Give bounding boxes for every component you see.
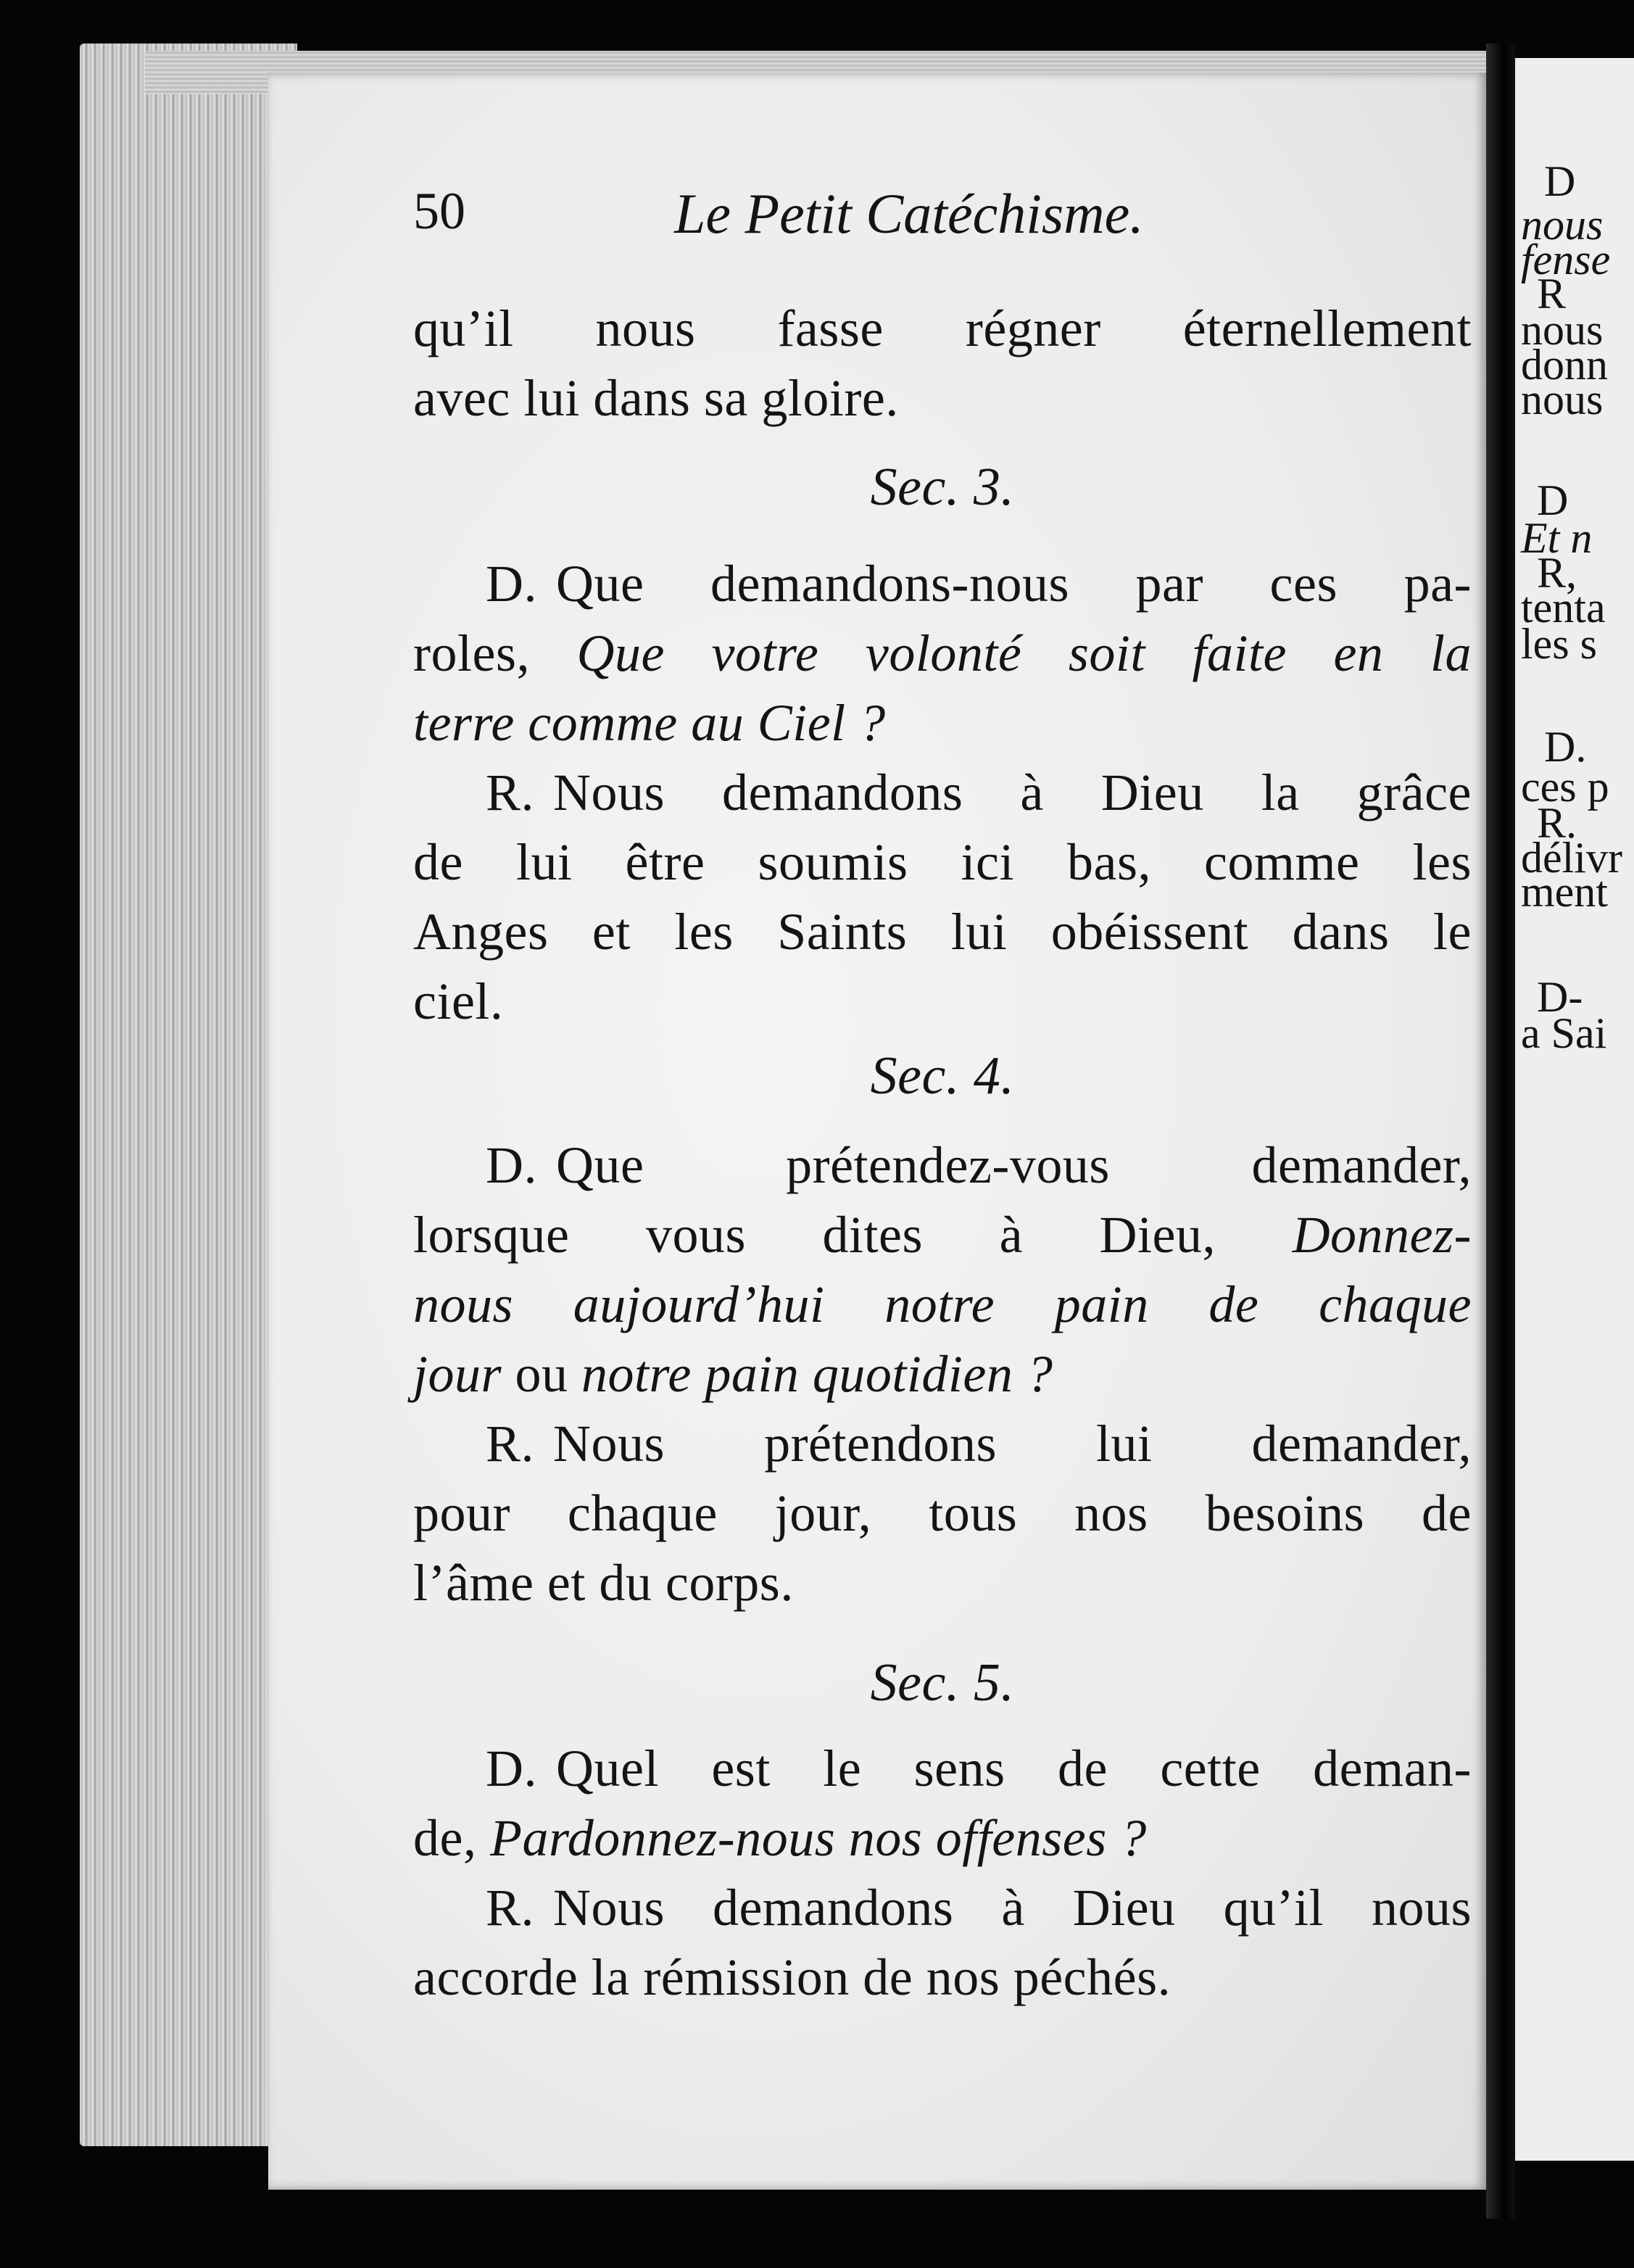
answer-label: R. xyxy=(486,763,535,821)
answer-text: Nous prétendons lui demander, xyxy=(553,1415,1472,1473)
facing-text: délivr xyxy=(1521,834,1622,882)
question-line xyxy=(413,1200,1472,1270)
book-page-edges xyxy=(80,44,297,2146)
facing-page-fragment xyxy=(1515,58,1634,2161)
question-line xyxy=(413,1734,1472,1803)
text-line: qu’il nous fasse régner éternellement xyxy=(413,299,1472,357)
facing-text: ces p xyxy=(1521,763,1609,811)
answer-text: Nous demandons à Dieu la grâce xyxy=(553,763,1472,821)
question-quote: Que votre volonté soit faite en la xyxy=(576,624,1472,682)
facing-text: fense xyxy=(1521,236,1611,284)
question-quote: Donnez- xyxy=(1292,1206,1472,1264)
facing-text: nous xyxy=(1521,306,1604,354)
question-label: D. xyxy=(486,555,537,613)
question-label: D. xyxy=(486,1739,537,1797)
question-quote: nous aujourd’hui notre pain de chaque xyxy=(413,1275,1472,1333)
facing-text: R. xyxy=(1537,799,1577,847)
question-line xyxy=(413,549,1472,618)
facing-text: nous xyxy=(1521,201,1604,249)
section-heading: Sec. 4. xyxy=(870,1046,1015,1106)
book-gutter xyxy=(1486,44,1515,2219)
page-text xyxy=(413,294,1472,2012)
facing-text: D xyxy=(1544,157,1576,205)
question-quote: Pardonnez-nous nos offenses ? xyxy=(489,1809,1147,1867)
question-line xyxy=(413,618,1472,688)
section-heading: Sec. 3. xyxy=(870,458,1015,517)
page-number: 50 xyxy=(413,182,465,240)
question-text: Que demandons-nous par ces pa- xyxy=(556,555,1472,613)
text-line: avec lui dans sa gloire. xyxy=(413,369,899,427)
answer-line: pour chaque jour, tous nos besoins de xyxy=(413,1484,1472,1542)
question-text: ou xyxy=(515,1345,568,1403)
page-header xyxy=(413,181,1472,247)
section-heading: Sec. 5. xyxy=(870,1653,1015,1713)
facing-text: les s xyxy=(1521,620,1597,668)
question-label: D. xyxy=(486,1136,537,1194)
answer-line: ciel. xyxy=(413,972,504,1030)
running-head: Le Petit Catéchisme. xyxy=(674,182,1144,245)
answer-label: R. xyxy=(486,1879,535,1937)
facing-text: a Sai xyxy=(1521,1009,1607,1057)
facing-text: D- xyxy=(1537,973,1583,1021)
answer-line: de lui être soumis ici bas, comme les xyxy=(413,833,1472,891)
answer-label: R. xyxy=(486,1415,535,1473)
question-line xyxy=(413,1339,1472,1409)
question-line xyxy=(413,1130,1472,1200)
question-quote: terre comme au Ciel ? xyxy=(413,694,886,752)
question-text: Que prétendez-vous demander, xyxy=(556,1136,1472,1194)
facing-text: R xyxy=(1537,270,1567,318)
answer-line xyxy=(413,758,1472,827)
answer-line: accorde la rémission de nos péchés. xyxy=(413,1948,1171,2006)
facing-text: Et n xyxy=(1521,514,1593,562)
question-line xyxy=(413,1803,1472,1873)
answer-line xyxy=(413,1873,1472,1942)
facing-text: ment xyxy=(1521,868,1608,916)
facing-text: D. xyxy=(1544,723,1587,771)
question-text: roles, xyxy=(413,624,530,682)
question-quote: notre pain quotidien ? xyxy=(581,1345,1053,1403)
facing-text: nous xyxy=(1521,376,1604,423)
question-text: Quel est le sens de cette deman- xyxy=(556,1739,1472,1797)
answer-line: l’âme et du corps. xyxy=(413,1554,794,1612)
question-text: de, xyxy=(413,1809,477,1867)
facing-text: tenta xyxy=(1521,584,1606,632)
answer-text: Nous demandons à Dieu qu’il nous xyxy=(553,1879,1472,1937)
question-quote: jour xyxy=(413,1345,502,1403)
question-text: lorsque vous dites à Dieu, xyxy=(413,1206,1216,1264)
facing-text: R, xyxy=(1537,549,1577,597)
facing-text: D xyxy=(1537,476,1569,524)
answer-line: Anges et les Saints lui obéissent dans le xyxy=(413,903,1472,961)
facing-text: donn xyxy=(1521,341,1608,389)
answer-line xyxy=(413,1409,1472,1478)
